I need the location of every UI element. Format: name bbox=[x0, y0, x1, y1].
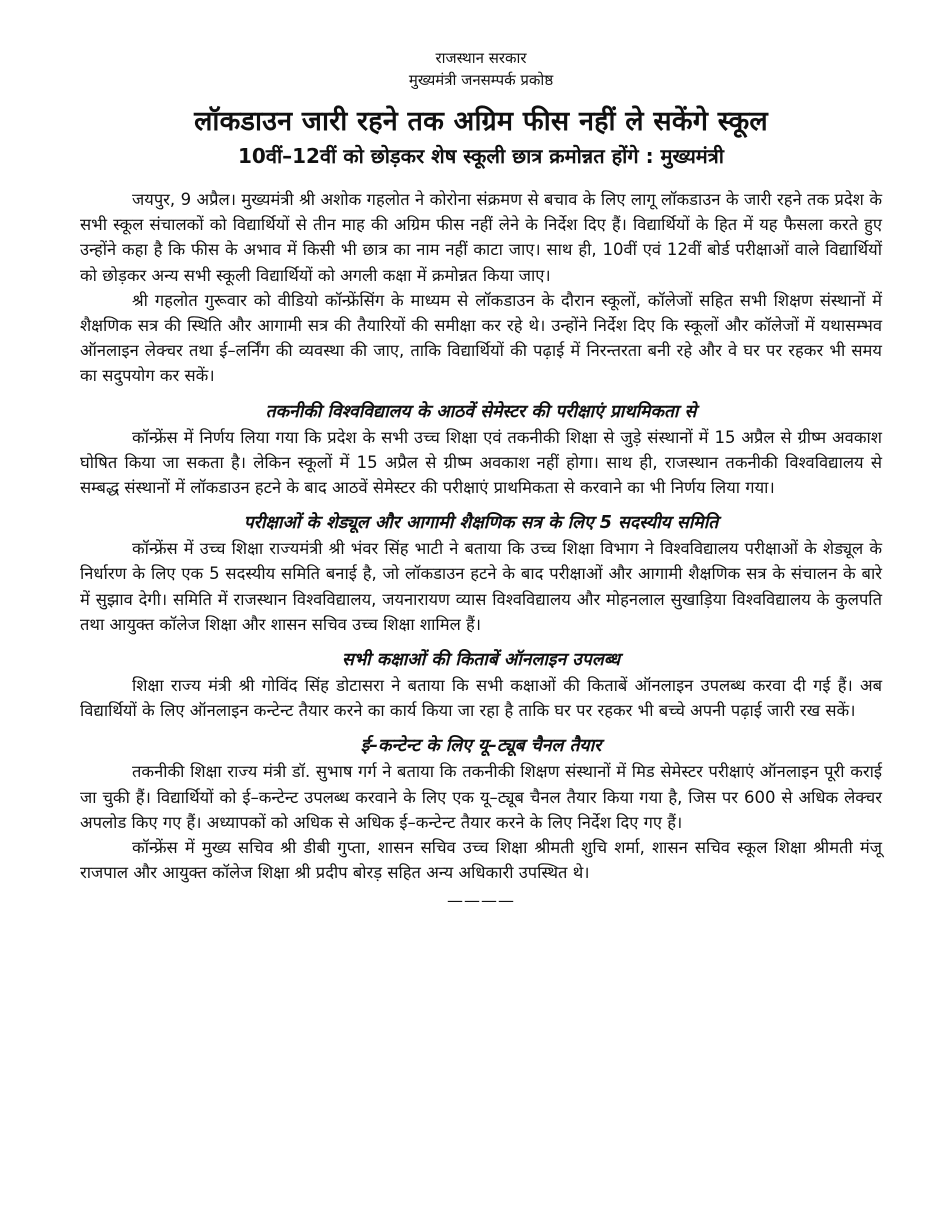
paragraph-review: श्री गहलोत गुरूवार को वीडियो कॉन्फ्रेंसिंग के माध्यम से लॉकडाउन के दौरान स्कूलों, कॉलेजों सहित सभी शिक्षण संस्थानों में शैक्षणिक सत्र की स्थिति और आगामी सत्र की तैयारियों की समीक्षा कर रहे थे। उन्होंने निर्देश दिए कि स्कूलों और कॉलेजों में यथासम्भव ऑनलाइन लेक्चर तथा ई–लर्निंग की व्यवस्था की जाए, ताकि विद्यार्थियों की पढ़ाई में निरन्तरता बनी रहे और वे घर पर रहकर भी समय का सदुपयोग कर सकें। bbox=[80, 290, 882, 386]
paragraph-youtube-channel: तकनीकी शिक्षा राज्य मंत्री डॉ. सुभाष गर्ग ने बताया कि तकनीकी शिक्षण संस्थानों में मिड सेमेस्टर परीक्षाएं ऑनलाइन पूरी कराई जा चुकी हैं। विद्यार्थियों को ई–कन्टेन्ट उपलब्ध करवाने के लिए एक यू–ट्यूब चैनल तैयार किया गया है, जिस पर 600 से अधिक लेक्चर अपलोड किए गए हैं। अध्यापकों को अधिक से अधिक ई–कन्टेन्ट तैयार करने के लिए निर्देश दिए गए हैं। bbox=[80, 762, 882, 832]
section-heading-online-books: सभी कक्षाओं की किताबें ऑनलाइन उपलब्ध bbox=[342, 650, 620, 671]
end-marker: ———— bbox=[447, 891, 515, 911]
section-heading-committee: परीक्षाओं के शेड्यूल और आगामी शैक्षणिक सत्र के लिए 5 सदस्यीय समिति bbox=[243, 513, 719, 534]
org-name: राजस्थान सरकार bbox=[435, 49, 527, 67]
section-heading-technical-university: तकनीकी विश्वविद्यालय के आठवें सेमेस्टर की परीक्षाएं प्राथमिकता से bbox=[265, 401, 697, 422]
section-heading-youtube-channel: ई–कन्टेन्ट के लिए यू–ट्यूब चैनल तैयार bbox=[360, 736, 602, 757]
paragraph-attendees: कॉन्फ्रेंस में मुख्य सचिव श्री डीबी गुप्ता, शासन सचिव उच्च शिक्षा श्रीमती शुचि शर्मा, शासन सचिव स्कूल शिक्षा श्रीमती मंजू राजपाल और आयुक्त कॉलेज शिक्षा श्री प्रदीप बोरड़ सहित अन्य अधिकारी उपस्थित थे। bbox=[80, 838, 882, 883]
paragraph-intro: जयपुर, 9 अप्रैल। मुख्यमंत्री श्री अशोक गहलोत ने कोरोना संक्रमण से बचाव के लिए लागू लॉकडाउन के जारी रहने तक प्रदेश के सभी स्कूल संचालकों को विद्यार्थियों से तीन माह की अग्रिम फीस नहीं लेने के निर्देश दिए हैं। विद्यार्थियों के हित में यह फैसला करते हुए उन्होंने कहा है कि फीस के अभाव में किसी भी छात्र का नाम नहीं काटा जाए। साथ ही, 10वीं एवं 12वीं बोर्ड परीक्षाओं वाले विद्यार्थियों को छोड़कर अन्य सभी स्कूली विद्यार्थियों को अगली कक्षा में क्रमोन्नत किया जाए। bbox=[80, 190, 882, 285]
paragraph-committee: कॉन्फ्रेंस में उच्च शिक्षा राज्यमंत्री श्री भंवर सिंह भाटी ने बताया कि उच्च शिक्षा विभाग ने विश्वविद्यालय परीक्षाओं के शेड्यूल के निर्धारण के लिए एक 5 सदस्यीय समिति बनाई है, जो लॉकडाउन हटने के बाद परीक्षाओं और आगामी शैक्षणिक सत्र के संचालन के बारे में सुझाव देगी। समिति में राजस्थान विश्वविद्यालय, जयनारायण व्यास विश्वविद्यालय और मोहनलाल सुखाड़िया विश्वविद्यालय के कुलपति तथा आयुक्त कॉलेज शिक्षा और शासन सचिव उच्च शिक्षा शामिल हैं। bbox=[80, 539, 882, 634]
sub-headline: 10वीं–12वीं को छोड़कर शेष स्कूली छात्र क्रमोन्नत होंगे : मुख्यमंत्री bbox=[238, 144, 724, 168]
letterhead bbox=[80, 0, 882, 91]
paragraph-summer-vacation: कॉन्फ्रेंस में निर्णय लिया गया कि प्रदेश के सभी उच्च शिक्षा एवं तकनीकी शिक्षा से जुड़े संस्थानों में 15 अप्रैल से ग्रीष्म अवकाश घोषित किया जा सकता है। लेकिन स्कूलों में 15 अप्रैल से ग्रीष्म अवकाश नहीं होगा। साथ ही, राजस्थान तकनीकी विश्वविद्यालय से सम्बद्ध संस्थानों में लॉकडाउन हटने के बाद आठवें सेमेस्टर की परीक्षाएं प्राथमिकता से करवाने का भी निर्णय लिया गया। bbox=[80, 427, 882, 498]
headline: लॉकडाउन जारी रहने तक अग्रिम फीस नहीं ले सकेंगे स्कूल bbox=[194, 106, 768, 137]
org-department: मुख्यमंत्री जनसम्पर्क प्रकोष्ठ bbox=[408, 71, 554, 89]
paragraph-online-books: शिक्षा राज्य मंत्री श्री गोविंद सिंह डोटासरा ने बताया कि सभी कक्षाओं की किताबें ऑनलाइन उपलब्ध करवा दी गई हैं। अब विद्यार्थियों के लिए ऑनलाइन कन्टेन्ट तैयार करने का कार्य किया जा रहा है ताकि घर पर रहकर भी बच्चे अपनी पढ़ाई जारी रख सकें। bbox=[80, 676, 882, 721]
